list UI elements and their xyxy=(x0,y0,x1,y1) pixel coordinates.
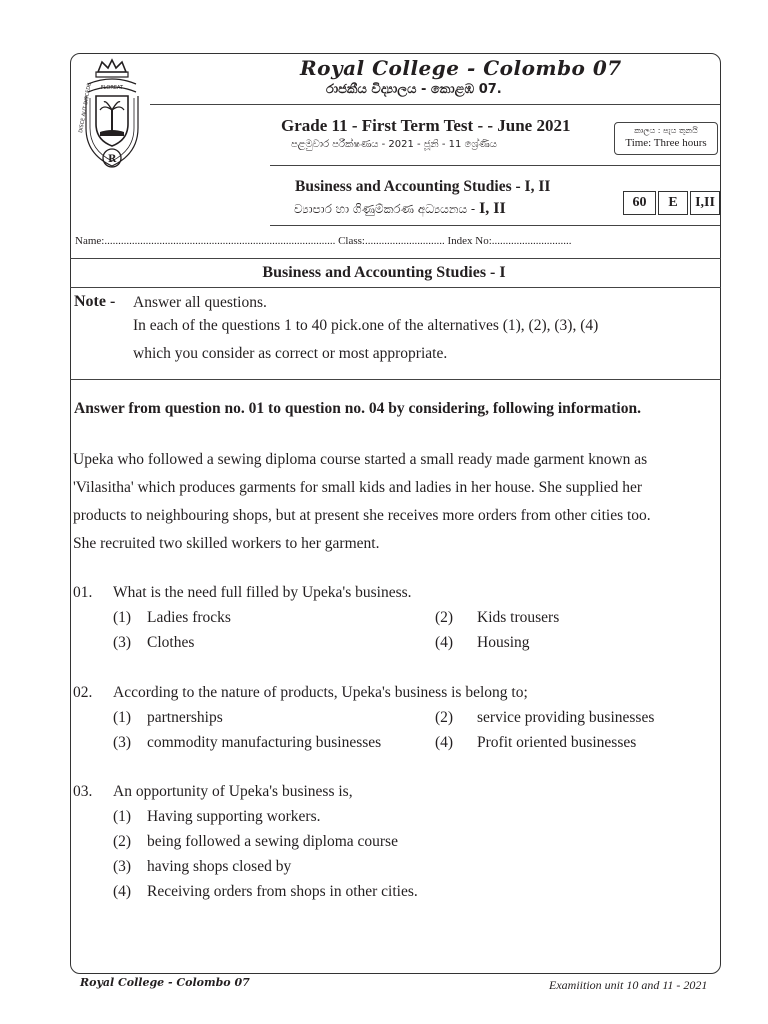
option-text: being followed a sewing diploma course xyxy=(147,833,398,850)
option-number: (3) xyxy=(113,858,132,875)
option-number: (2) xyxy=(435,709,454,726)
subject-title-sinhala xyxy=(294,200,506,218)
option-text: having shops closed by xyxy=(147,858,292,875)
subject-sinhala-text: ව්‍යාපාර හා ගිණුම්කරණ අධ්‍යයනය - xyxy=(294,202,476,216)
option-number: (4) xyxy=(113,883,132,900)
svg-text:FLOREAT: FLOREAT xyxy=(100,85,124,91)
passage-instruction: Answer from question no. 01 to question no. 04 by considering, following information. xyxy=(74,400,641,417)
svg-text:DISCE AUT DISCEDE: DISCE AUT DISCEDE xyxy=(78,82,93,134)
divider xyxy=(70,258,721,259)
code-medium-box: E xyxy=(658,191,688,215)
note-label: Note - xyxy=(74,293,116,310)
option-text: commodity manufacturing businesses xyxy=(147,734,382,751)
svg-text:R: R xyxy=(108,154,117,165)
option-text: service providing businesses xyxy=(477,709,655,726)
option-text: Having supporting workers. xyxy=(147,808,321,825)
divider xyxy=(70,379,721,380)
option-number: (3) xyxy=(113,734,132,751)
time-label: Time: Three hours xyxy=(625,137,707,149)
subject-title: Business and Accounting Studies - I, II xyxy=(295,178,551,195)
school-crest-logo xyxy=(78,58,146,176)
passage-line: Upeka who followed a sewing diploma course started a small ready made garment known as xyxy=(73,451,648,468)
option-text: Profit oriented businesses xyxy=(477,734,637,751)
option-number: (4) xyxy=(435,634,454,651)
divider xyxy=(270,165,720,166)
option-text: partnerships xyxy=(147,709,223,726)
question-number: 01. xyxy=(73,584,93,601)
passage-line: products to neighbouring shops, but at present she receives more orders from other cities too. xyxy=(73,507,651,524)
question-text: What is the need full filled by Upeka's business. xyxy=(113,584,412,601)
student-details-line: Name:.................................................................................... Class:............................. Index No:............................. xyxy=(75,235,572,247)
question-number: 03. xyxy=(73,783,93,800)
code-number-box: 60 xyxy=(623,191,656,215)
footer-exam-unit: Examiition unit 10 and 11 - 2021 xyxy=(549,978,708,992)
divider xyxy=(270,225,720,226)
option-number: (1) xyxy=(113,709,132,726)
note-line: In each of the questions 1 to 40 pick.one of the alternatives (1), (2), (3), (4) xyxy=(133,317,599,334)
option-text: Ladies frocks xyxy=(147,609,231,626)
option-text: Kids trousers xyxy=(477,609,560,626)
divider xyxy=(70,287,721,288)
note-line: Answer all questions. xyxy=(133,294,267,311)
footer-school-name: Royal College - Colombo 07 xyxy=(80,976,250,989)
time-box xyxy=(614,122,718,155)
time-label-sinhala: කාලය : පැය තුනයි xyxy=(634,126,698,135)
note-line: which you consider as correct or most appropriate. xyxy=(133,345,448,362)
section-title: Business and Accounting Studies - I xyxy=(262,264,506,281)
option-number: (4) xyxy=(435,734,454,751)
option-number: (3) xyxy=(113,634,132,651)
option-number: (1) xyxy=(113,609,132,626)
option-text: Housing xyxy=(477,634,530,651)
school-name: Royal College - Colombo 07 xyxy=(300,56,622,80)
option-number: (2) xyxy=(113,833,132,850)
test-title-sinhala: පළමුවාර පරීක්ෂණය - 2021 - ජූනි - 11 ශ්‍රේණිය xyxy=(291,139,497,150)
passage-line: 'Vilasitha' which produces garments for small kids and ladies in her house. She supplied her xyxy=(73,479,642,496)
code-papers-box: I,II xyxy=(690,191,720,215)
subject-sinhala-suffix: I, II xyxy=(479,200,506,217)
school-name-sinhala: රාජකීය විද්‍යාලය - කොළඹ 07. xyxy=(326,82,502,97)
option-text: Receiving orders from shops in other cities. xyxy=(147,883,418,900)
question-text: An opportunity of Upeka's business is, xyxy=(113,783,353,800)
question-number: 02. xyxy=(73,684,93,701)
divider xyxy=(150,104,720,105)
passage-line: She recruited two skilled workers to her garment. xyxy=(73,535,380,552)
question-text: According to the nature of products, Upeka's business is belong to; xyxy=(113,684,528,701)
option-number: (2) xyxy=(435,609,454,626)
option-text: Clothes xyxy=(147,634,195,651)
option-number: (1) xyxy=(113,808,132,825)
test-title: Grade 11 - First Term Test - - June 2021 xyxy=(281,116,571,135)
